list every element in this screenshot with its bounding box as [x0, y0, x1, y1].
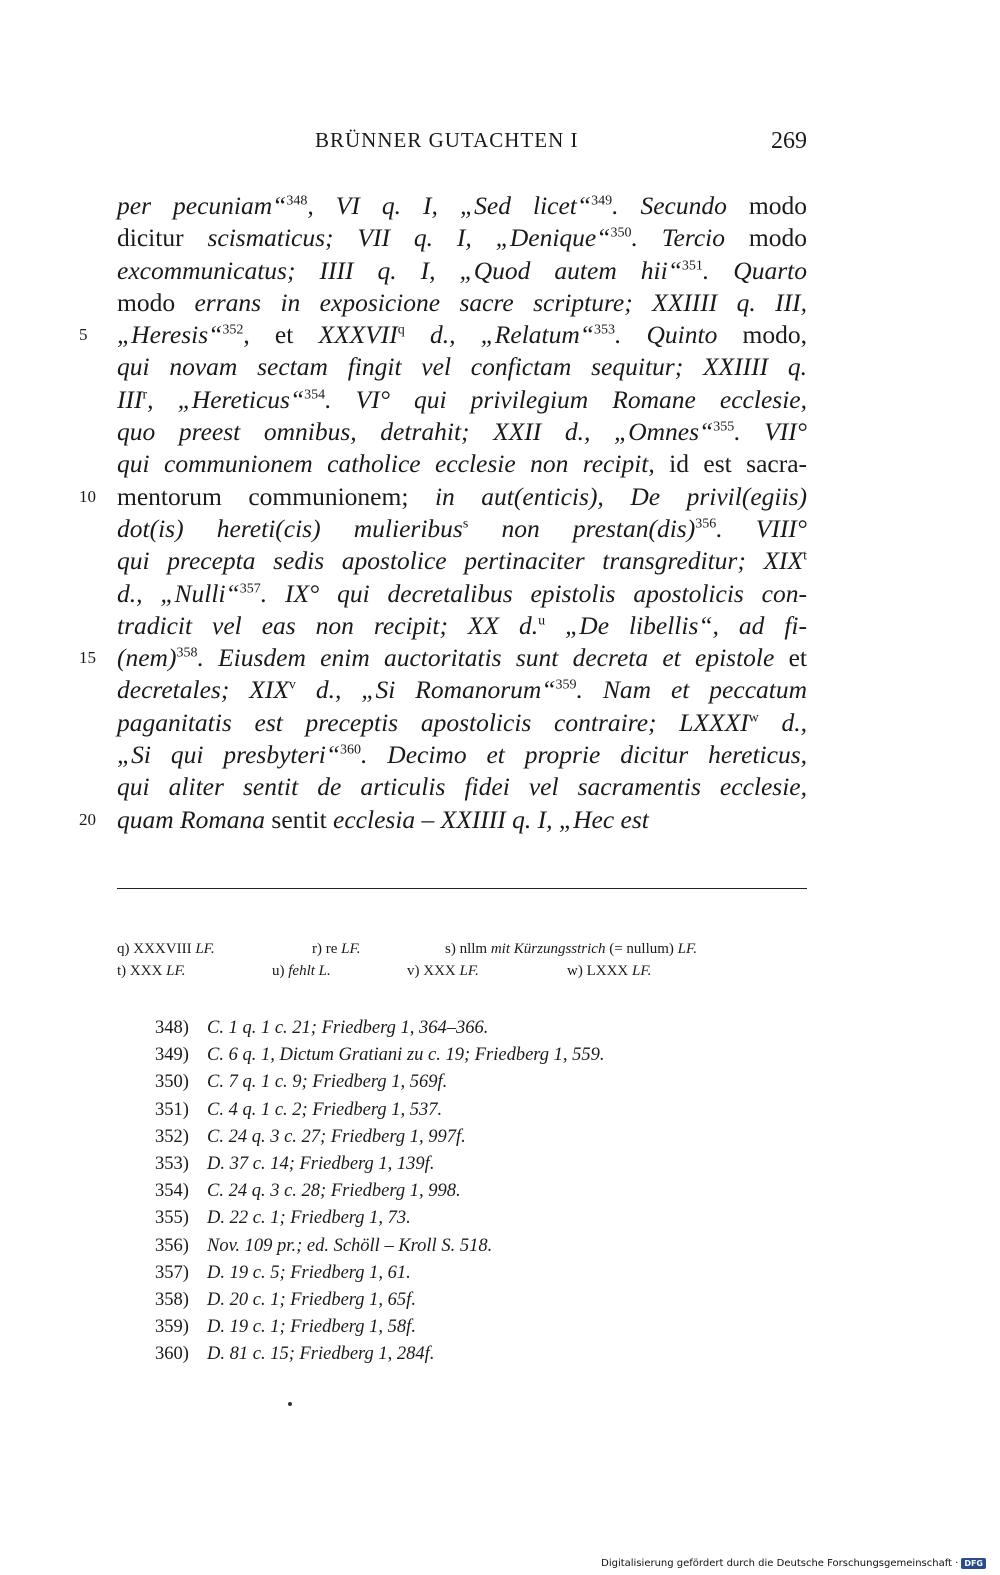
main-text: [79, 190, 808, 836]
line-number: 20: [79, 809, 96, 829]
print-speck: [288, 1402, 292, 1406]
line-number: 10: [79, 486, 96, 506]
dfg-logo-icon: DFG: [961, 1558, 986, 1569]
text-line: III$^r$, „Hereticus“$^{354}$. VI° qui privilegium Romane ecclesie,: [117, 384, 807, 414]
apparatus-row: [117, 960, 807, 982]
text-line: dot(is) hereti(cis) mulieribus$^s$ non prestan(dis)$^{356}$. VIII°: [117, 513, 807, 543]
text-line: qui precepta sedis apostolice pertinaciter transgreditur; XIX$^t$: [117, 546, 807, 576]
digitization-credit: [601, 1555, 986, 1571]
footnote: 360) D. 81 c. 15; Friedberg 1, 284f.: [155, 1344, 435, 1365]
apparatus-note-v: v) XXX LF.: [407, 963, 479, 979]
critical-apparatus: [117, 938, 807, 982]
text-line: 5 „Heresis“$^{352}$, et XXXVII$^q$ d., „Relatum“$^{353}$. Quinto modo,: [117, 319, 807, 351]
text-line: qui novam sectam fingit vel confictam sequitur; XXIIII q.: [117, 352, 807, 382]
apparatus-row: [117, 938, 807, 960]
text-line: qui aliter sentit de articulis fidei vel sacramentis ecclesie,: [117, 772, 807, 802]
text-line: d., „Nulli“$^{357}$. IX° qui decretalibus epistolis apostolicis con-: [117, 578, 807, 608]
footnote: 357) D. 19 c. 5; Friedberg 1, 61.: [155, 1262, 411, 1283]
footnote: 349) C. 6 q. 1, Dictum Gratiani zu c. 19; Friedberg 1, 559.: [155, 1045, 605, 1066]
text-line: tradicit vel eas non recipit; XX d.$^u$ „De libellis“, ad fi-: [117, 610, 807, 640]
text-line: excommunicatus; IIII q. I, „Quod autem hii“$^{351}$. Quarto: [117, 255, 807, 285]
footnote: 350) C. 7 q. 1 c. 9; Friedberg 1, 569f.: [155, 1072, 448, 1093]
text-line: quo preest omnibus, detrahit; XXII d., „Omnes“$^{355}$. VII°: [117, 417, 807, 447]
footnote: 351) C. 4 q. 1 c. 2; Friedberg 1, 537.: [155, 1099, 443, 1120]
footnote: 358) D. 20 c. 1; Friedberg 1, 65f.: [155, 1289, 416, 1310]
footnote: 352) C. 24 q. 3 c. 27; Friedberg 1, 997f.: [155, 1126, 466, 1147]
footnote-separator: [117, 888, 807, 889]
apparatus-note-s: s) nllm mit Kürzungsstrich (= nullum) LF.: [445, 941, 697, 957]
running-title: BRÜNNER GUTACHTEN I: [315, 128, 579, 152]
line-number: 15: [79, 648, 96, 668]
footnote: 355) D. 22 c. 1; Friedberg 1, 73.: [155, 1208, 411, 1229]
text-line: 15 (nem)$^{358}$. Eiusdem enim auctoritatis sunt decreta et epistole et: [117, 642, 807, 674]
line-number: 5: [79, 325, 88, 345]
text-line: „Si qui presbyteri“$^{360}$. Decimo et proprie dicitur hereticus,: [117, 740, 807, 770]
text-line: per pecuniam“$^{348}$, VI q. I, „Sed licet“$^{349}$. Secundo modo: [117, 191, 807, 220]
apparatus-note-r: r) re LF.: [312, 941, 361, 957]
footnote: 359) D. 19 c. 1; Friedberg 1, 58f.: [155, 1317, 416, 1338]
footnote: 353) D. 37 c. 14; Friedberg 1, 139f.: [155, 1153, 435, 1174]
footnotes: [155, 1015, 605, 1368]
credit-text: Digitalisierung gefördert durch die Deutsche Forschungsgemeinschaft ·: [601, 1557, 959, 1569]
page-number: 269: [771, 128, 807, 154]
footnote: 356) Nov. 109 pr.; ed. Schöll – Kroll S. 518.: [155, 1235, 493, 1256]
apparatus-note-w: w) LXXX LF.: [567, 963, 652, 979]
text-line: qui communionem catholice ecclesie non recipit, id est sacra-: [117, 449, 808, 479]
apparatus-note-q: q) XXXVIII LF.: [117, 941, 215, 957]
text-line: dicitur scismaticus; VII q. I, „Denique“$^{350}$. Tercio modo: [117, 223, 807, 253]
page-header: [117, 128, 807, 160]
apparatus-note-u: u) fehlt L.: [272, 963, 331, 979]
text-line: decretales; XIX$^v$ d., „Si Romanorum“$^{359}$. Nam et peccatum: [117, 675, 808, 705]
footnote: 354) C. 24 q. 3 c. 28; Friedberg 1, 998.: [155, 1181, 461, 1202]
footnote: 348) C. 1 q. 1 c. 21; Friedberg 1, 364–366.: [155, 1018, 489, 1038]
text-line: modo errans in exposicione sacre scripture; XXIIII q. III,: [117, 287, 807, 317]
text-line: paganitatis est preceptis apostolicis contraire; LXXXI$^w$ d.,: [117, 707, 807, 737]
apparatus-note-t: t) XXX LF.: [117, 963, 186, 979]
text-line: 20 quam Romana sentit ecclesia – XXIIII q. I, „Hec est: [117, 804, 807, 836]
text-line: 10 mentorum communionem; in aut(enticis), De privil(egiis): [117, 481, 807, 513]
